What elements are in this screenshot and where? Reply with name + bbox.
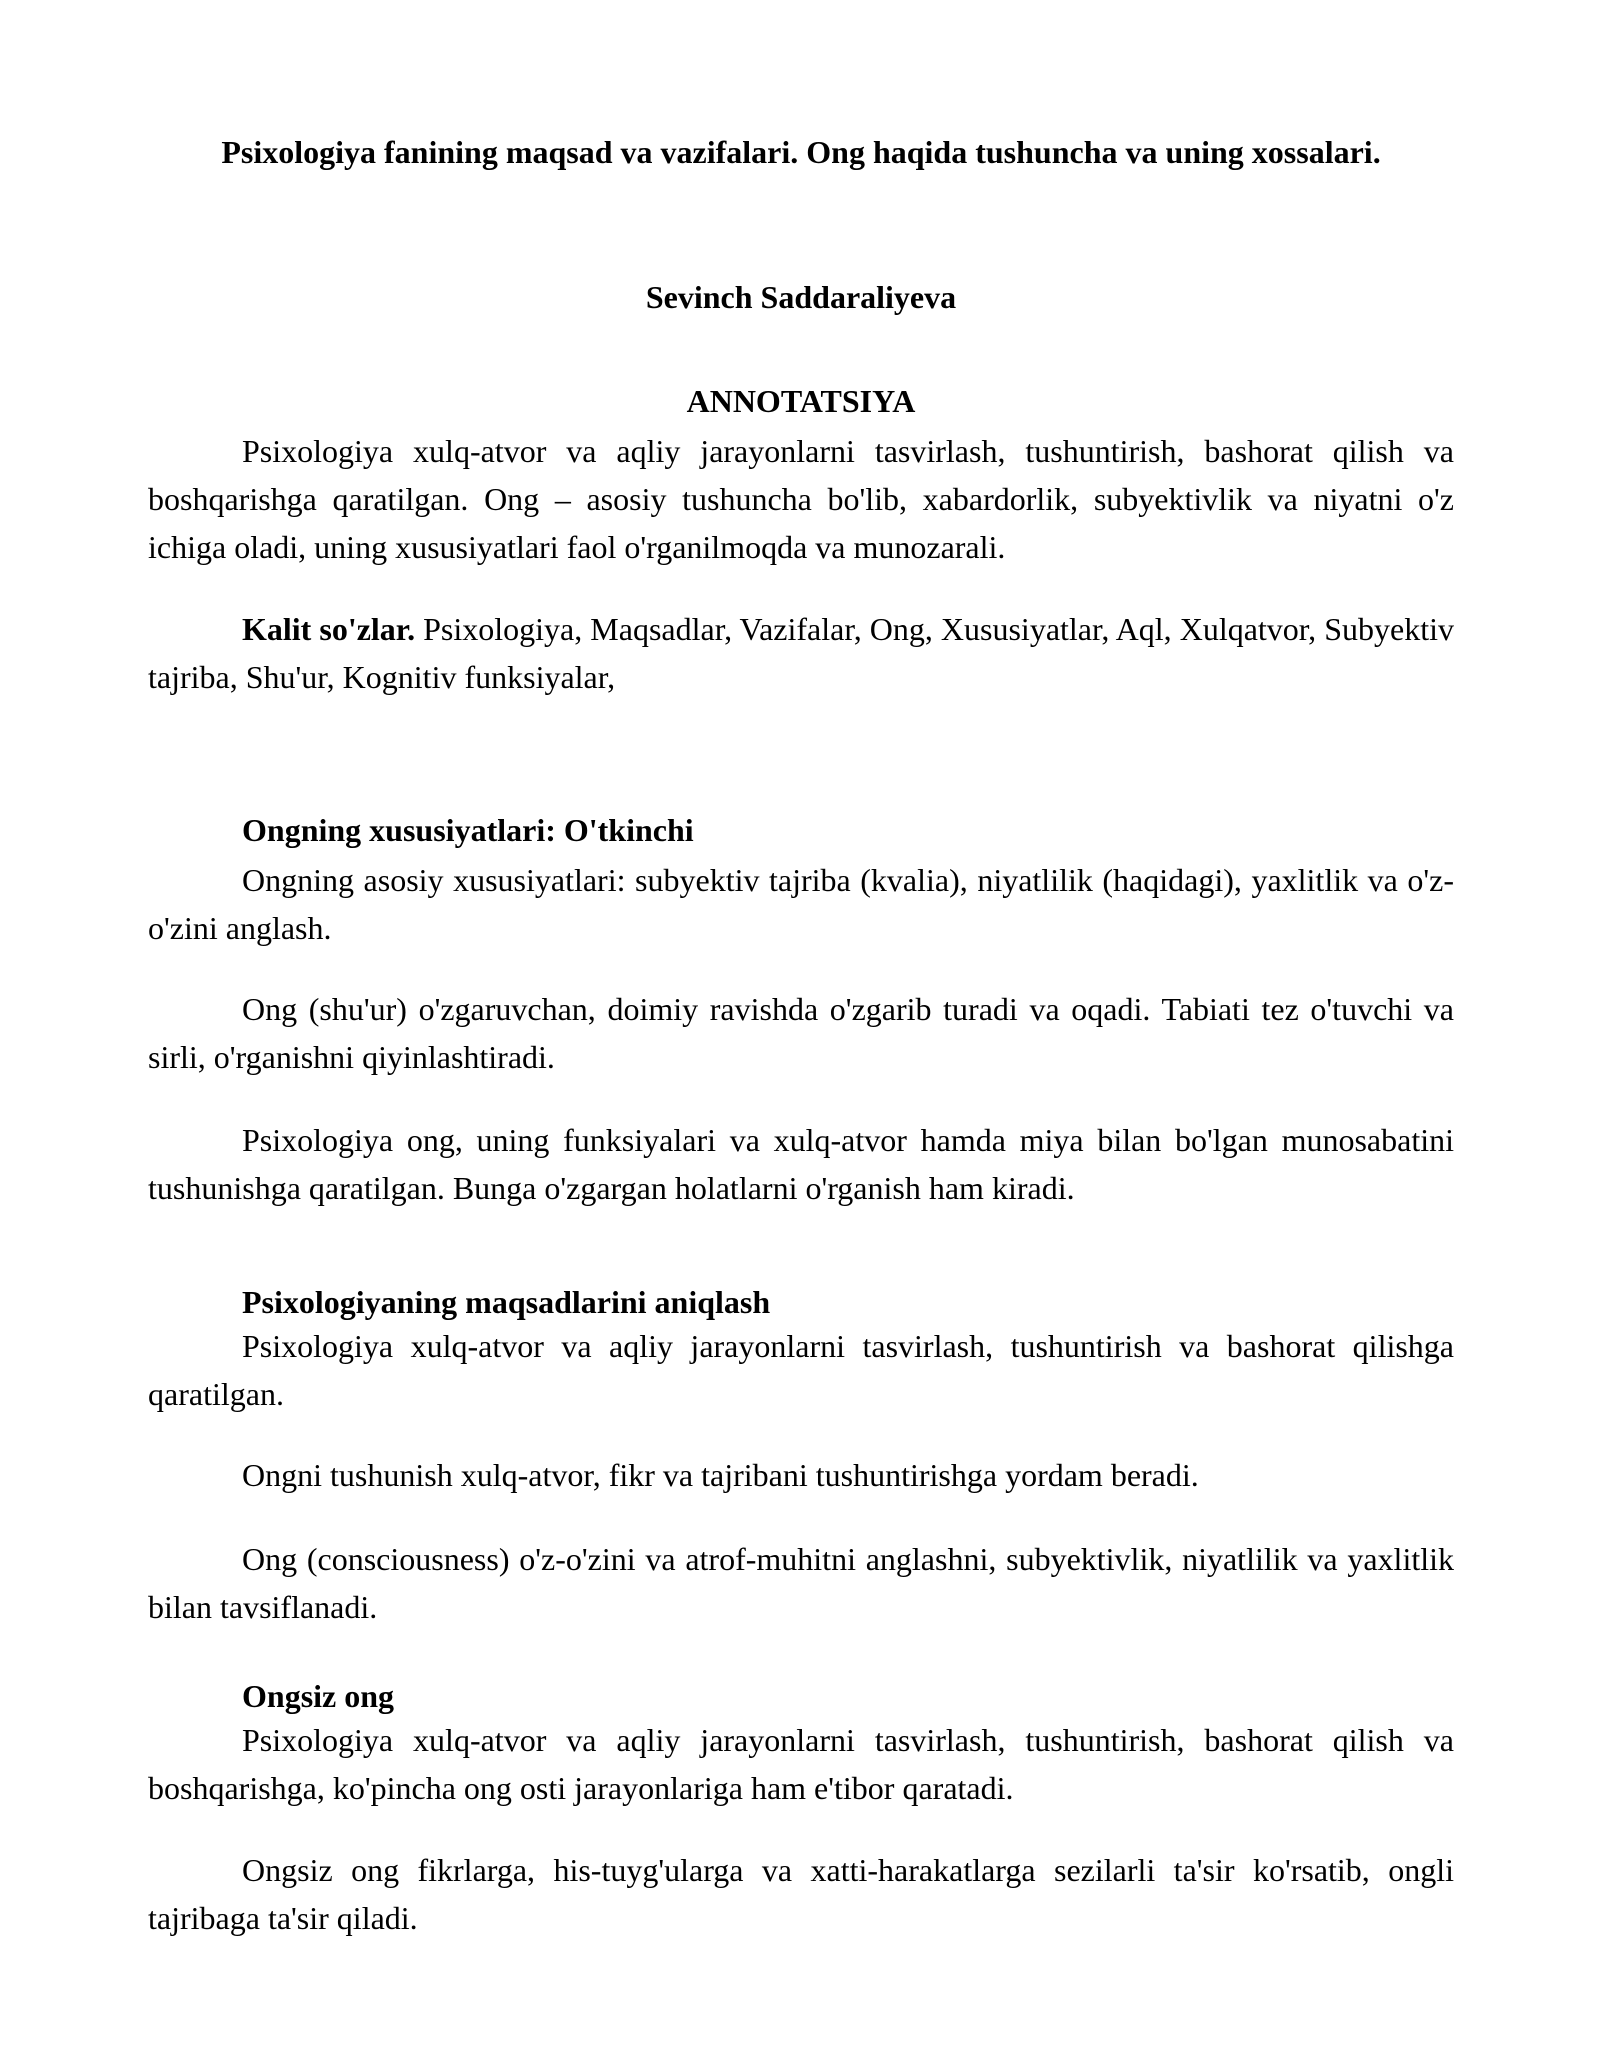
annotation-paragraph: Psixologiya xulq-atvor va aqliy jarayonlarni tasvirlash, tushuntirish, bashorat qilish va boshqarishga qaratilgan. Ong – asosiy tushuncha bo'lib, xabardorlik, subyektivlik va niyatni o'z ichiga oladi, uning xususiyatlari faol o'rganilmoqda va munozarali. <box>148 433 1454 565</box>
section-heading: Ongning xususiyatlari: O'tkinchi <box>242 812 694 848</box>
section-paragraph: Ong (shu'ur) o'zgaruvchan, doimiy ravishda o'zgarib turadi va oqadi. Tabiati tez o'tuvchi va sirli, o'rganishni qiyinlashtiradi. <box>148 991 1454 1075</box>
section-paragraph: Psixologiya xulq-atvor va aqliy jarayonlarni tasvirlash, tushuntirish, bashorat qilish va boshqarishga, ko'pincha ong osti jarayonlariga ham e'tibor qaratadi. <box>148 1722 1454 1806</box>
annotation-heading: ANNOTATSIYA <box>686 383 916 419</box>
document-title: Psixologiya fanining maqsad va vazifalari. Ong haqida tushuncha va uning xossalari. <box>221 134 1381 170</box>
section-paragraph: Ongning asosiy xususiyatlari: subyektiv tajriba (kvalia), niyatlilik (haqidagi), yaxlitlik va o'z-o'zini anglash. <box>148 862 1454 946</box>
section-paragraph: Ong (consciousness) o'z-o'zini va atrof-muhitni anglashni, subyektivlik, niyatlilik va yaxlitlik bilan tavsiflanadi. <box>148 1541 1454 1625</box>
keywords-label: Kalit so'zlar. <box>242 611 416 647</box>
author-name: Sevinch Saddaraliyeva <box>645 279 957 315</box>
document-page <box>148 0 1454 2070</box>
section-paragraph: Psixologiya ong, uning funksiyalari va xulq-atvor hamda miya bilan bo'lgan munosabatini tushunishga qaratilgan. Bunga o'zgargan holatlarni o'rganish ham kiradi. <box>148 1122 1454 1206</box>
keywords-list: Psixologiya, Maqsadlar, Vazifalar, Ong, Xususiyatlar, Aql, Xulqatvor, Subyektiv tajriba, Shu'ur, Kognitiv funksiyalar, <box>148 611 1455 695</box>
section-paragraph: Ongni tushunish xulq-atvor, fikr va tajribani tushuntirishga yordam beradi. <box>242 1457 1199 1493</box>
section-paragraph: Psixologiya xulq-atvor va aqliy jarayonlarni tasvirlash, tushuntirish va bashorat qilishga qaratilgan. <box>148 1328 1454 1412</box>
section-paragraph: Ongsiz ong fikrlarga, his-tuyg'ularga va xatti-harakatlarga sezilarli ta'sir ko'rsatib, ongli tajribaga ta'sir qiladi. <box>148 1852 1454 1936</box>
keywords-paragraph <box>148 605 1454 701</box>
section-heading: Psixologiyaning maqsadlarini aniqlash <box>242 1284 771 1320</box>
section-heading: Ongsiz ong <box>242 1678 395 1714</box>
